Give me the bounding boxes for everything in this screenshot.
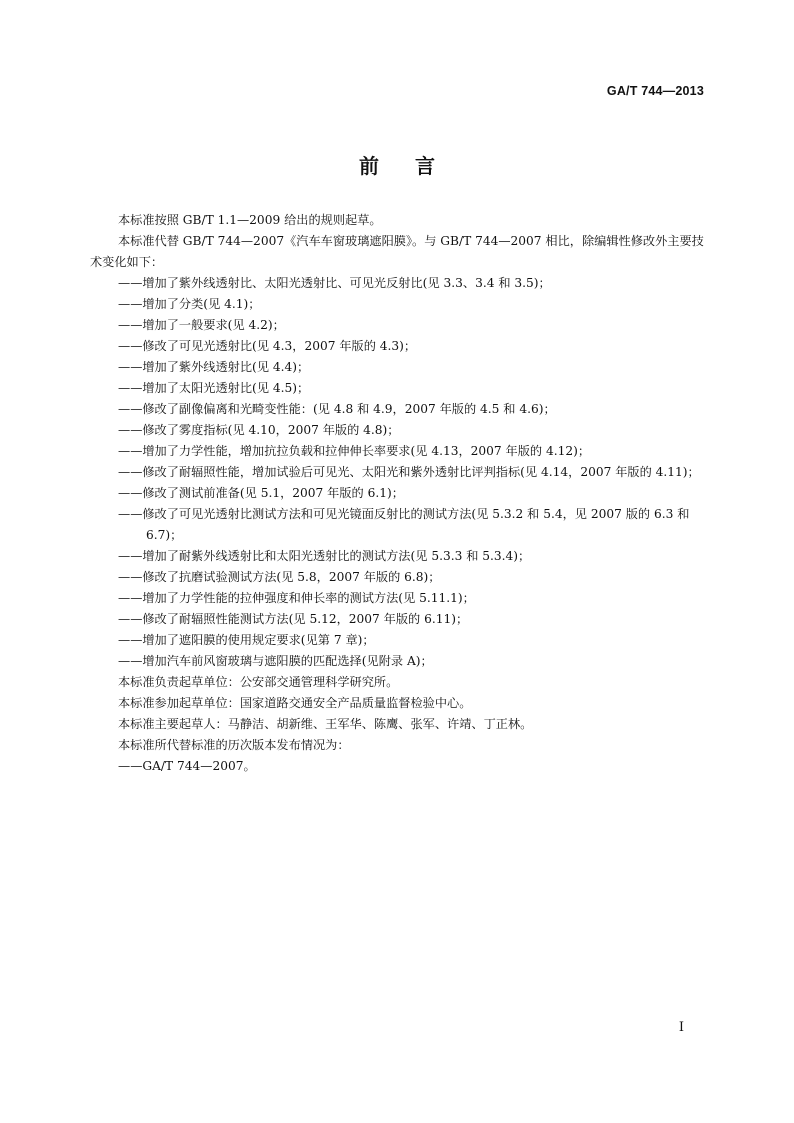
history-intro: 本标准所代替标准的历次版本发布情况为： <box>118 738 350 752</box>
list-item: ——增加了耐紫外线透射比和太阳光透射比的测试方法(见 5.3.3 和 5.3.4)； <box>118 549 531 563</box>
foreword-content <box>90 210 704 777</box>
list-item: ——增加了一般要求(见 4.2)； <box>118 318 285 332</box>
main-drafters: 本标准主要起草人：马静洁、胡新维、王军华、陈鹰、张军、许靖、丁正林。 <box>118 717 533 731</box>
list-item: ——修改了耐辐照性能，增加试验后可见光、太阳光和紫外透射比评判指标(见 4.14，2007 年版的 4.11)； <box>118 465 700 479</box>
list-item: ——增加了力学性能，增加抗拉负载和拉伸伸长率要求(见 4.13，2007 年版的 4.12)； <box>118 444 591 458</box>
list-item: ——增加了遮阳膜的使用规定要求(见第 7 章)； <box>118 633 375 647</box>
list-item: ——增加了紫外线透射比、太阳光透射比、可见光反射比(见 3.3、3.4 和 3.5)； <box>118 276 551 290</box>
list-item: ——修改了雾度指标(见 4.10，2007 年版的 4.8)； <box>118 423 400 437</box>
page-title <box>0 150 794 179</box>
title-char-2: 言 <box>415 154 435 178</box>
standard-code: GA/T 744—2013 <box>606 84 704 98</box>
change-list <box>90 273 704 672</box>
list-item: ——修改了可见光透射比(见 4.3，2007 年版的 4.3)； <box>118 339 417 353</box>
history-item: ——GA/T 744—2007。 <box>118 759 256 773</box>
drafting-rule-paragraph: 本标准按照 GB/T 1.1—2009 给出的规则起草。 <box>118 213 382 227</box>
title-char-1: 前 <box>359 154 379 178</box>
list-item: ——修改了可见光透射比测试方法和可见光镜面反射比的测试方法(见 5.3.2 和 5.4，见 2007 版的 6.3 和 6.7)； <box>118 507 690 542</box>
list-item: ——修改了耐辐照性能测试方法(见 5.12，2007 年版的 6.11)； <box>118 612 469 626</box>
responsible-unit: 本标准负责起草单位：公安部交通管理科学研究所。 <box>118 675 399 689</box>
replacement-paragraph: 本标准代替 GB/T 744—2007《汽车车窗玻璃遮阳膜》。与 GB/T 744—2007 相比，除编辑性修改外主要技术变化如下： <box>90 234 704 269</box>
list-item: ——增加了紫外线透射比(见 4.4)； <box>118 360 310 374</box>
page-number: I <box>678 1020 684 1035</box>
list-item: ——修改了抗磨试验测试方法(见 5.8，2007 年版的 6.8)； <box>118 570 441 584</box>
list-item: ——增加汽车前风窗玻璃与遮阳膜的匹配选择(见附录 A)； <box>118 654 433 668</box>
list-item: ——修改了测试前准备(见 5.1，2007 年版的 6.1)； <box>118 486 404 500</box>
list-item: ——增加了分类(见 4.1)； <box>118 297 261 311</box>
list-item: ——增加了力学性能的拉伸强度和伸长率的测试方法(见 5.11.1)； <box>118 591 475 605</box>
list-item: ——修改了副像偏离和光畸变性能：(见 4.8 和 4.9，2007 年版的 4.5 和 4.6)； <box>118 402 556 416</box>
list-item: ——增加了太阳光透射比(见 4.5)； <box>118 381 310 395</box>
participating-unit: 本标准参加起草单位：国家道路交通安全产品质量监督检验中心。 <box>118 696 472 710</box>
